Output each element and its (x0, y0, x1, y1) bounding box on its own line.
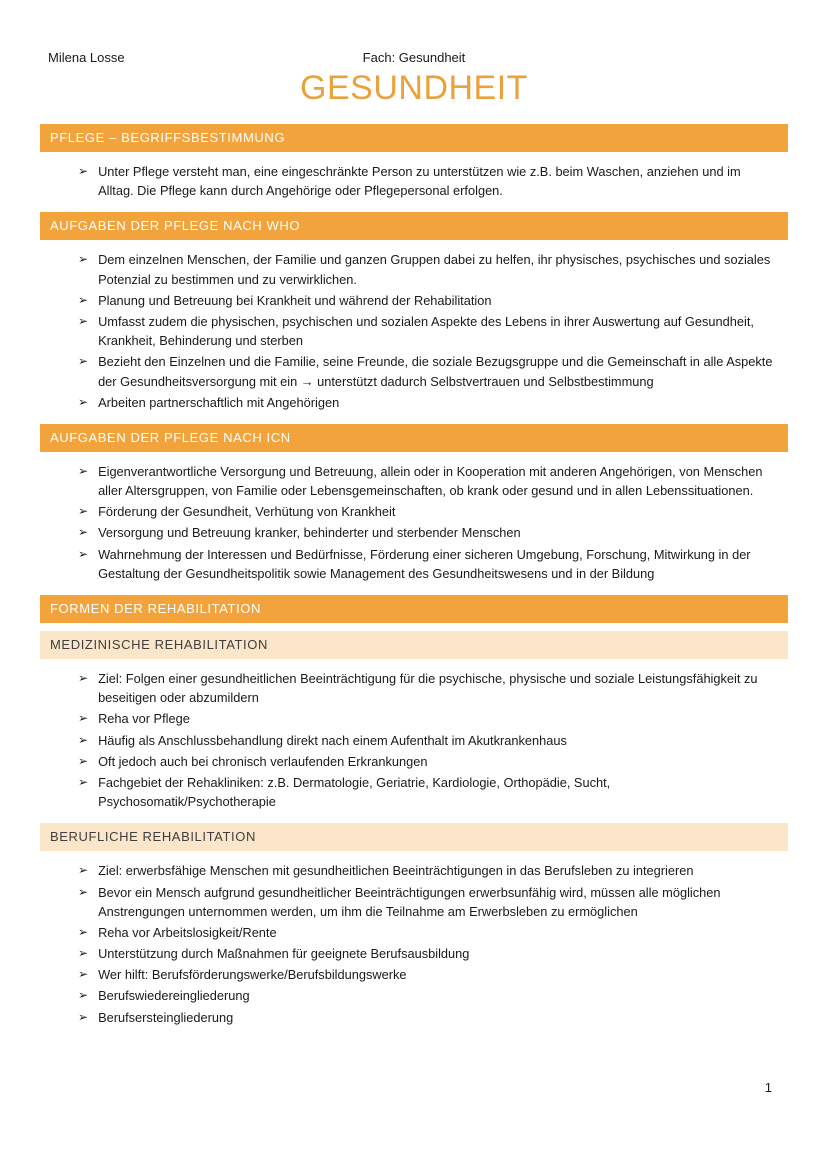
bullet-list (40, 162, 788, 200)
arrow-bullet-icon: ➢ (78, 863, 89, 878)
bullet-text: Wer hilft: Berufsförderungswerke/Berufsbildungswerke (98, 967, 407, 983)
header-spacer (538, 50, 780, 65)
arrow-bullet-icon: ➢ (78, 292, 89, 307)
bullet-text: Oft jedoch auch bei chronisch verlaufenden Erkrankungen (98, 753, 428, 769)
bullet-text: Bevor ein Mensch aufgrund gesundheitlicher Beeinträchtigungen erwerbsunfähig wird, müssen alle möglichen Anstrengungen unternommen werden, um ihm die Teilnahme am Erwerbsleben zu ermöglichen (98, 884, 721, 919)
bullet-text: Reha vor Pflege (98, 711, 190, 727)
section (40, 631, 788, 811)
arrow-bullet-icon: ➢ (78, 774, 89, 789)
bullet-item (78, 986, 778, 1005)
arrow-bullet-icon: ➢ (78, 164, 89, 178)
arrow-bullet-icon: ➢ (78, 732, 89, 747)
arrow-bullet-icon: ➢ (78, 711, 89, 726)
section-header-minor: BERUFLICHE REHABILITATION (40, 823, 788, 851)
bullet-text: Arbeiten partnerschaftlich mit Angehörigen (98, 394, 340, 410)
section-header-major: PFLEGE – BEGRIFFSBESTIMMUNG (40, 124, 788, 152)
bullet-list (40, 669, 788, 811)
bullet-text: Fachgebiet der Rehakliniken: z.B. Dermatologie, Geriatrie, Kardiologie, Orthopädie, Sucht, Psychosomatik/Psychotherapie (98, 774, 611, 810)
bullet-item (78, 502, 778, 521)
arrow-bullet-icon: ➢ (78, 924, 89, 939)
arrow-bullet-icon: ➢ (78, 988, 89, 1003)
bullet-item (78, 523, 778, 542)
bullet-item (78, 923, 778, 942)
bullet-item (78, 709, 778, 728)
bullet-item (78, 883, 778, 921)
bullet-item (78, 773, 778, 811)
bullet-text: Berufswiedereingliederung (98, 988, 250, 1004)
arrow-bullet-icon: ➢ (78, 463, 89, 478)
section-header-major: AUFGABEN DER PFLEGE NACH ICN (40, 424, 788, 452)
arrow-bullet-icon: ➢ (78, 967, 89, 982)
arrow-bullet-icon: ➢ (78, 671, 89, 685)
arrow-bullet-icon: ➢ (78, 753, 89, 768)
sections-container (40, 124, 788, 1027)
bullet-item (78, 944, 778, 963)
section-header-major: AUFGABEN DER PFLEGE NACH WHO (40, 212, 788, 240)
arrow-bullet-icon: ➢ (78, 252, 89, 267)
bullet-text: Förderung der Gesundheit, Verhütung von Krankheit (98, 504, 396, 520)
bullet-item (78, 965, 778, 984)
section (40, 124, 788, 200)
bullet-item (78, 462, 778, 500)
author-name: Milena Losse (48, 50, 125, 65)
bullet-item (78, 669, 778, 707)
section-header-major: FORMEN DER REHABILITATION (40, 595, 788, 623)
bullet-text: Unter Pflege versteht man, eine eingeschränkte Person zu unterstützen wie z.B. beim Waschen, anziehen und im Alltag. Die Pflege kann durch Angehörige oder Pflegepersonal erfolgen. (98, 164, 741, 199)
arrow-bullet-icon: ➢ (78, 525, 89, 540)
bullet-item (78, 393, 778, 412)
arrow-bullet-icon: ➢ (78, 313, 89, 328)
arrow-bullet-icon: ➢ (78, 946, 89, 961)
section (40, 212, 788, 412)
bullet-text: Bezieht den Einzelnen und die Familie, seine Freunde, die soziale Bezugsgruppe und die Gemeinschaft in alle Aspekte der Gesundheitsversorgung mit ein → unterstützt dadurch Selbstvertrauen und Selbstbestimmung (98, 354, 773, 389)
bullet-text: Versorgung und Betreuung kranker, behinderter und sterbender Menschen (98, 525, 521, 541)
bullet-text: Unterstützung durch Maßnahmen für geeignete Berufsausbildung (98, 946, 470, 962)
section (40, 424, 788, 583)
bullet-item (78, 545, 778, 583)
bullet-text: Ziel: Folgen einer gesundheitlichen Beeinträchtigung für die psychische, physische und soziale Leistungsfähigkeit zu beseitigen oder abzumildern (98, 671, 758, 706)
bullet-item (78, 731, 778, 750)
page-title: GESUNDHEIT (300, 69, 528, 107)
section (40, 823, 788, 1027)
bullet-item (78, 1008, 778, 1027)
bullet-text: Eigenverantwortliche Versorgung und Betreuung, allein oder in Kooperation mit anderen Angehörigen, von Menschen aller Altersgruppen, von Familie oder Lebensgemeinschaften, ob krank oder gesund und in allen Lebenssituationen. (98, 463, 763, 499)
section-header-minor: MEDIZINISCHE REHABILITATION (40, 631, 788, 659)
bullet-text: Häufig als Anschlussbehandlung direkt nach einem Aufenthalt im Akutkrankenhaus (98, 732, 567, 748)
arrow-bullet-icon: ➢ (78, 884, 89, 899)
bullet-text: Reha vor Arbeitslosigkeit/Rente (98, 924, 277, 940)
subject-label: Fach: Gesundheit (362, 50, 466, 65)
bullet-list (40, 462, 788, 583)
bullet-list (40, 861, 788, 1027)
arrow-bullet-icon: ➢ (78, 546, 89, 561)
bullet-item (78, 291, 778, 310)
page-number: 1 (764, 1080, 772, 1095)
arrow-bullet-icon: ➢ (78, 354, 89, 369)
bullet-text: Wahrnehmung der Interessen und Bedürfnisse, Förderung einer sicheren Umgebung, Forschung, Mitwirkung in der Gestaltung der Gesundheitspolitik sowie Management des Gesundheitswesens und in der Bildung (98, 546, 751, 581)
bullet-item (78, 861, 778, 880)
bullet-item (78, 162, 778, 200)
bullet-item (78, 352, 778, 390)
bullet-list (40, 250, 788, 412)
bullet-text: Planung und Betreuung bei Krankheit und während der Rehabilitation (98, 292, 492, 308)
arrow-bullet-icon: ➢ (78, 394, 89, 409)
document-header (40, 50, 788, 65)
arrow-bullet-icon: ➢ (78, 1009, 89, 1024)
bullet-item (78, 250, 778, 288)
bullet-text: Umfasst zudem die physischen, psychischen und sozialen Aspekte des Lebens in ihrer Auswertung auf Gesundheit, Krankheit, Behinderung und sterben (98, 313, 754, 349)
bullet-text: Ziel: erwerbsfähige Menschen mit gesundheitlichen Beeinträchtigungen in das Berufsleben zu integrieren (98, 863, 694, 879)
bullet-text: Berufsersteingliederung (98, 1009, 234, 1025)
bullet-text: Dem einzelnen Menschen, der Familie und ganzen Gruppen dabei zu helfen, ihr physisches, psychisches und soziales Potenzial zu bestimmen und zu verwirklichen. (98, 252, 771, 287)
arrow-bullet-icon: ➢ (78, 504, 89, 519)
bullet-item (78, 752, 778, 771)
bullet-item (78, 312, 778, 350)
section (40, 595, 788, 623)
